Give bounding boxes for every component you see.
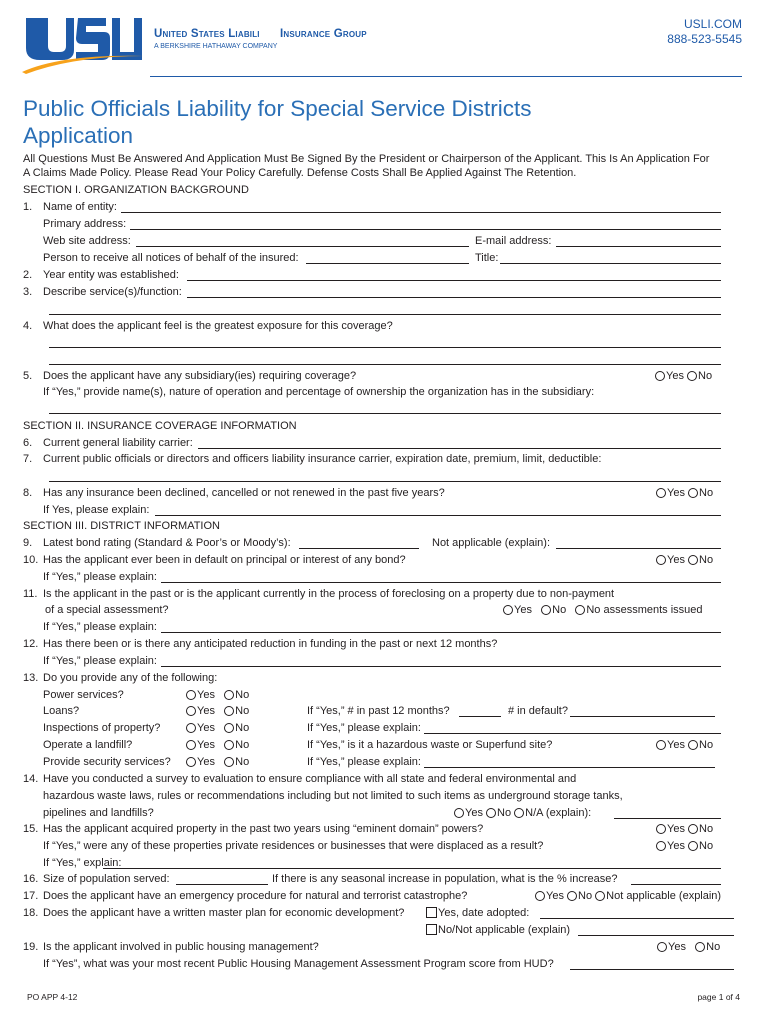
q17-no-radio[interactable]	[567, 891, 577, 901]
q14-na-radio[interactable]	[514, 808, 524, 818]
q15-sub1-label: If “Yes,” were any of these properties private residences or businesses that were displaced as a result?	[43, 840, 544, 852]
form-code: PO APP 4-12	[27, 992, 78, 1002]
q19-number: 19.	[23, 941, 39, 953]
q19-yes-radio[interactable]	[657, 942, 667, 952]
loans-yes-label: Yes	[197, 705, 215, 717]
year-established-field[interactable]	[187, 280, 721, 281]
q14-radio-group	[454, 807, 591, 820]
q10-no-radio[interactable]	[688, 555, 698, 565]
q8-label: Has any insurance been declined, cancelled or not renewed in the past five years?	[43, 487, 445, 499]
security-no-label: No	[235, 756, 250, 768]
q13-loans-label: Loans?	[43, 705, 80, 717]
q8-no-label: No	[699, 487, 714, 499]
page-title-line2: Application	[23, 123, 134, 148]
q14-no-label: No	[497, 807, 512, 819]
q11-no-label: No	[552, 604, 567, 616]
page-title-line1: Public Officials Liability for Special Service Districts	[23, 96, 532, 121]
q15-sub-no-label: No	[699, 840, 714, 852]
q12-label: Has there been or is there any anticipated reduction in funding in the past or next 12 months?	[43, 638, 498, 650]
landfill-hazard-label: If “Yes,” is it a hazardous waste or Superfund site?	[307, 739, 553, 751]
q4-number: 4.	[23, 320, 33, 332]
q13-power-radio-group	[186, 689, 249, 702]
q9-number: 9.	[23, 537, 33, 549]
q11-label-line2: of a special assessment?	[45, 604, 169, 616]
q13-security-radio-group	[186, 756, 249, 769]
q2-label: Year entity was established:	[43, 269, 179, 281]
q14-no-radio[interactable]	[486, 808, 496, 818]
q14-line2: hazardous waste laws, rules or recommendations including but not limited to such items as underground storage tanks,	[43, 790, 623, 802]
funding-explain-field[interactable]	[161, 666, 721, 667]
q15-sub-yes-radio[interactable]	[656, 841, 666, 851]
website[interactable]: USLI.COM	[683, 17, 742, 31]
q15-sub-yes-label: Yes	[667, 840, 685, 852]
population-field[interactable]	[176, 884, 268, 885]
loans-count-field[interactable]	[459, 716, 501, 717]
landfill-yes-radio[interactable]	[186, 740, 196, 750]
section3-heading: SECTION III. DISTRICT INFORMATION	[23, 520, 220, 532]
q17-na-radio[interactable]	[595, 891, 605, 901]
gl-carrier-field[interactable]	[198, 448, 721, 449]
header-rule	[150, 76, 742, 77]
q8-number: 8.	[23, 487, 33, 499]
loans-yes-radio[interactable]	[186, 706, 196, 716]
notice-person-field[interactable]	[306, 263, 469, 264]
q13-landfill-radio-group	[186, 739, 249, 752]
inspect-yes-label: Yes	[197, 722, 215, 734]
q12-number: 12.	[23, 638, 39, 650]
page-number: page 1 of 4	[697, 992, 740, 1002]
q12-sub-label: If “Yes,” please explain:	[43, 655, 157, 667]
inspect-yes-radio[interactable]	[186, 723, 196, 733]
hazard-no-label: No	[699, 739, 714, 751]
q13-security-label: Provide security services?	[43, 756, 171, 768]
q13-inspect-label: Inspections of property?	[43, 722, 161, 734]
security-yes-label: Yes	[197, 756, 215, 768]
q15-radio-group	[656, 823, 713, 836]
q18-yes-checkbox[interactable]	[426, 907, 437, 918]
bond-default-explain-field[interactable]	[161, 582, 721, 583]
q11-yes-label: Yes	[514, 604, 532, 616]
q19-label: Is the applicant involved in public housing management?	[43, 941, 319, 953]
hazard-yes-label: Yes	[667, 739, 685, 751]
q5-no-radio[interactable]	[687, 371, 697, 381]
q6-number: 6.	[23, 437, 33, 449]
q16-label2: If there is any seasonal increase in population, what is the % increase?	[272, 873, 618, 885]
landfill-no-radio[interactable]	[224, 740, 234, 750]
services-field-line2[interactable]	[49, 314, 721, 315]
q8-yes-radio[interactable]	[656, 488, 666, 498]
inspect-explain-label: If “Yes,” please explain:	[307, 722, 421, 734]
declined-explain-field[interactable]	[155, 515, 721, 516]
loans-default-field[interactable]	[570, 716, 715, 717]
entity-name-field[interactable]	[121, 212, 721, 213]
q8-radio-group	[656, 487, 713, 500]
q15-yes-radio[interactable]	[656, 824, 666, 834]
bond-rating-field[interactable]	[299, 548, 419, 549]
loans-default-label: # in default?	[508, 705, 568, 717]
q11-number: 11.	[23, 588, 38, 600]
section1-heading: SECTION I. ORGANIZATION BACKGROUND	[23, 184, 249, 196]
q10-yes-radio[interactable]	[656, 555, 666, 565]
q19-sub-label: If “Yes”, what was your most recent Public Housing Management Assessment Program score from HUD?	[43, 958, 554, 970]
inspect-no-radio[interactable]	[224, 723, 234, 733]
hazard-no-radio[interactable]	[688, 740, 698, 750]
security-explain-label: If “Yes,” please explain:	[307, 756, 421, 768]
power-yes-radio[interactable]	[186, 690, 196, 700]
website-field[interactable]	[136, 246, 469, 247]
exposure-field-line2[interactable]	[49, 364, 721, 365]
q16-label: Size of population served:	[43, 873, 170, 885]
q4-label: What does the applicant feel is the greatest exposure for this coverage?	[43, 320, 393, 332]
master-plan-explain-field[interactable]	[578, 935, 734, 936]
q18-yes-option	[426, 907, 529, 920]
q15-number: 15.	[23, 823, 39, 835]
power-no-radio[interactable]	[224, 690, 234, 700]
q13-label: Do you provide any of the following:	[43, 672, 218, 684]
q15-label: Has the applicant acquired property in the past two years using “eminent domain” powers?	[43, 823, 484, 835]
q8-yes-label: Yes	[667, 487, 685, 499]
subsidiary-field[interactable]	[49, 413, 721, 414]
hud-score-field[interactable]	[570, 969, 734, 970]
q15-sub1-radio-group	[656, 840, 713, 853]
q19-yes-label: Yes	[668, 941, 686, 953]
q18-no-checkbox[interactable]	[426, 924, 437, 935]
usli-logo	[22, 14, 146, 74]
q11-radio-group	[503, 604, 703, 617]
q17-label: Does the applicant have an emergency procedure for natural and terrorist catastrophe?	[43, 890, 468, 902]
security-no-radio[interactable]	[224, 757, 234, 767]
q14-na-label: N/A (explain):	[525, 807, 592, 819]
q18-label: Does the applicant have a written master plan for economic development?	[43, 907, 405, 919]
section2-heading: SECTION II. INSURANCE COVERAGE INFORMATION	[23, 420, 297, 432]
q1-title-label: Title:	[475, 252, 499, 264]
phone-number: 888-523-5545	[667, 32, 742, 46]
person-title-field[interactable]	[500, 263, 721, 264]
q17-number: 17.	[23, 890, 39, 902]
landfill-hazard-radio-group	[656, 739, 713, 752]
loans-count-label: If “Yes,” # in past 12 months?	[307, 705, 450, 717]
q5-no-label: No	[698, 370, 713, 382]
q17-na-label: Not applicable (explain)	[606, 890, 722, 902]
q1-name-label: Name of entity:	[43, 201, 117, 213]
q17-no-label: No	[578, 890, 593, 902]
pol-carrier-field[interactable]	[49, 481, 721, 482]
q18-no-option	[426, 924, 570, 937]
q14-line3: pipelines and landfills?	[43, 807, 154, 819]
q9-label: Latest bond rating (Standard & Poor’s or Moody’s):	[43, 537, 291, 549]
q5-radio-group	[655, 370, 712, 383]
q3-number: 3.	[23, 286, 33, 298]
q14-na-field[interactable]	[614, 818, 721, 819]
email-field[interactable]	[556, 246, 721, 247]
q5-yes-radio[interactable]	[655, 371, 665, 381]
q17-yes-label: Yes	[546, 890, 564, 902]
intro-line2: A Claims Made Policy. Please Read Your Policy Carefully. Defense Costs Shall Be Applied Against The Retention.	[23, 167, 577, 179]
q15-no-label: No	[699, 823, 714, 835]
q11-label: Is the applicant in the past or is the applicant currently in the process of foreclosing on a property due to non-payment	[43, 588, 615, 600]
intro-line1: All Questions Must Be Answered And Application Must Be Signed By the President or Chairperson of the Applicant. This Is An Application For	[23, 153, 710, 165]
q1-number: 1.	[23, 201, 33, 213]
q14-yes-label: Yes	[465, 807, 483, 819]
q18-no-label: No/Not applicable (explain)	[438, 924, 571, 936]
seasonal-increase-field[interactable]	[631, 884, 721, 885]
q11-yes-radio[interactable]	[503, 605, 513, 615]
q8-no-radio[interactable]	[688, 488, 698, 498]
q17-radio-group	[535, 890, 721, 903]
q5-yes-label: Yes	[666, 370, 684, 382]
q2-number: 2.	[23, 269, 33, 281]
q11-no-assessments-radio[interactable]	[575, 605, 585, 615]
q19-no-label: No	[706, 941, 721, 953]
security-explain-field[interactable]	[424, 767, 715, 768]
q5-label: Does the applicant have any subsidiary(ies) requiring coverage?	[43, 370, 357, 382]
q10-yes-label: Yes	[667, 554, 685, 566]
company-name-part1: United States Liabili	[154, 28, 260, 40]
q1-address-label: Primary address:	[43, 218, 127, 230]
q14-number: 14.	[23, 773, 39, 785]
q5-number: 5.	[23, 370, 33, 382]
q9-na-label: Not applicable (explain):	[432, 537, 551, 549]
power-yes-label: Yes	[197, 689, 215, 701]
q3-label: Describe service(s)/function:	[43, 286, 182, 298]
q1-email-label: E-mail address:	[475, 235, 552, 247]
inspect-no-label: No	[235, 722, 250, 734]
q11-no-assessments-label: No assessments issued	[586, 604, 703, 616]
q18-number: 18.	[23, 907, 39, 919]
q13-landfill-label: Operate a landfill?	[43, 739, 133, 751]
q6-label: Current general liability carrier:	[43, 437, 193, 449]
inspect-explain-field[interactable]	[424, 733, 721, 734]
loans-no-radio[interactable]	[224, 706, 234, 716]
exposure-field-line1[interactable]	[49, 347, 721, 348]
q10-radio-group	[656, 554, 713, 567]
q10-no-label: No	[699, 554, 714, 566]
q7-label: Current public officials or directors and officers liability insurance carrier, expiration date, premium, limit, deductible:	[43, 453, 602, 465]
services-field[interactable]	[187, 297, 721, 298]
q5-sub-label: If “Yes,” provide name(s), nature of operation and percentage of ownership the organization has in the subsidiary:	[43, 386, 595, 398]
q13-power-label: Power services?	[43, 689, 124, 701]
landfill-yes-label: Yes	[197, 739, 215, 751]
q10-label: Has the applicant ever been in default on principal or interest of any bond?	[43, 554, 406, 566]
q11-sub-label: If “Yes,” please explain:	[43, 621, 157, 633]
q17-yes-radio[interactable]	[535, 891, 545, 901]
security-yes-radio[interactable]	[186, 757, 196, 767]
master-plan-date-field[interactable]	[540, 918, 734, 919]
q1-web-label: Web site address:	[43, 235, 131, 247]
hazard-yes-radio[interactable]	[656, 740, 666, 750]
q19-no-radio[interactable]	[695, 942, 705, 952]
q15-yes-label: Yes	[667, 823, 685, 835]
q15-sub2-label: If “Yes,” explain:	[43, 857, 122, 869]
q14-line1: Have you conducted a survey to evaluation to ensure compliance with all state and federal environmental and	[43, 773, 577, 785]
primary-address-field[interactable]	[130, 229, 721, 230]
q18-yes-label: Yes, date adopted:	[438, 907, 530, 919]
q13-number: 13.	[23, 672, 39, 684]
eminent-domain-explain-field[interactable]	[103, 868, 721, 869]
q19-radio-group	[657, 941, 720, 954]
q11-no-radio[interactable]	[541, 605, 551, 615]
foreclosure-explain-field[interactable]	[161, 632, 721, 633]
q15-no-radio[interactable]	[688, 824, 698, 834]
q14-yes-radio[interactable]	[454, 808, 464, 818]
q7-number: 7.	[23, 453, 33, 465]
landfill-no-label: No	[235, 739, 250, 751]
power-no-label: No	[235, 689, 250, 701]
q13-loans-radio-group	[186, 705, 249, 718]
q15-sub-no-radio[interactable]	[688, 841, 698, 851]
q16-number: 16.	[23, 873, 39, 885]
q1-person-label: Person to receive all notices of behalf of the insured:	[43, 252, 299, 264]
q13-inspect-radio-group	[186, 722, 249, 735]
bond-na-field[interactable]	[556, 548, 721, 549]
q8-sub-label: If Yes, please explain:	[43, 504, 150, 516]
loans-no-label: No	[235, 705, 250, 717]
tagline: A BERKSHIRE HATHAWAY COMPANY	[154, 43, 278, 50]
q10-sub-label: If “Yes,” please explain:	[43, 571, 157, 583]
q10-number: 10.	[23, 554, 39, 566]
company-name-part2: Insurance Group	[280, 28, 367, 40]
